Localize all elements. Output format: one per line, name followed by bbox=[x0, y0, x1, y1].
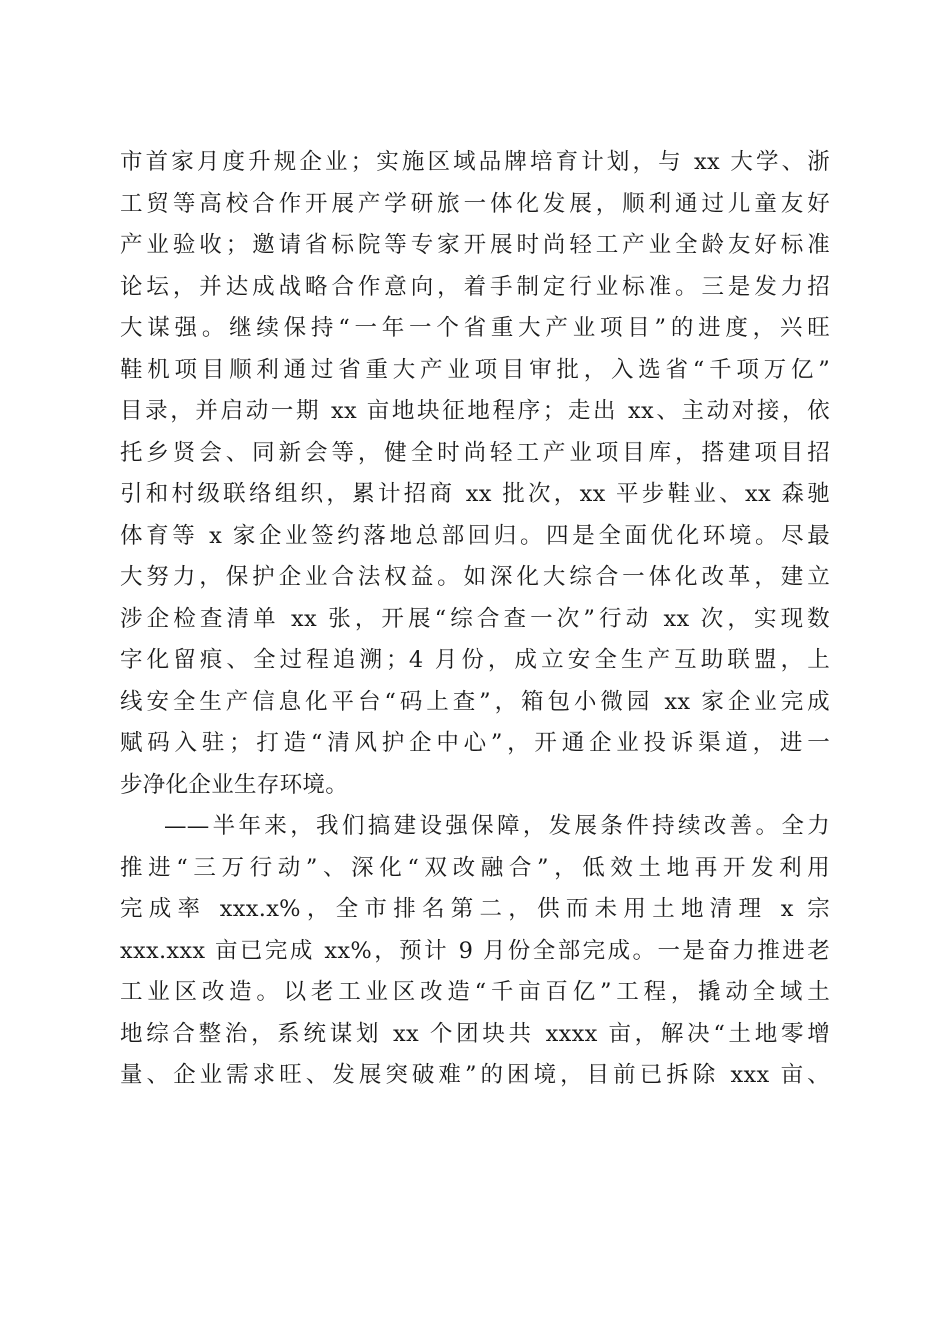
body-text bbox=[120, 142, 830, 1097]
text-line: 线安全生产信息化平台“码上查”，箱包小微园 xx 家企业完成 bbox=[120, 688, 830, 715]
paragraph-start-line: ——半年来，我们搞建设强保障，发展条件持续改善。全力 bbox=[164, 813, 830, 839]
text-line: 字化留痕、全过程追溯；4 月份，成立安全生产互助联盟，上 bbox=[120, 647, 830, 673]
text-line: 目录，并启动一期 xx 亩地块征地程序；走出 xx、主动对接，依 bbox=[120, 398, 830, 424]
text-line: 论坛，并达成战略合作意向，着手制定行业标准。三是发力招 bbox=[120, 273, 830, 300]
text-line: 量、企业需求旺、发展突破难”的困境，目前已拆除 xxx 亩、 bbox=[120, 1062, 830, 1088]
text-line: xxx.xxx 亩已完成 xx%，预计 9 月份全部完成。一是奋力推进老 bbox=[120, 937, 830, 964]
text-line: 完成率 xxx.x%，全市排名第二，供而未用土地清理 x 宗 bbox=[120, 896, 830, 922]
text-line: 市首家月度升规企业；实施区域品牌培育计划，与 xx 大学、浙 bbox=[120, 149, 830, 175]
text-line: 涉企检查清单 xx 张，开展“综合查一次”行动 xx 次，实现数 bbox=[120, 605, 830, 632]
text-line: 推进“三万行动”、深化“双改融合”，低效土地再开发利用 bbox=[120, 854, 830, 881]
text-line: 大谋强。继续保持“一年一个省重大产业项目”的进度，兴旺 bbox=[120, 315, 830, 341]
text-line: 引和村级联络组织，累计招商 xx 批次，xx 平步鞋业、xx 森驰 bbox=[120, 481, 830, 507]
text-line: 大努力，保护企业合法权益。如深化大综合一体化改革，建立 bbox=[120, 564, 830, 590]
text-line: 产业验收；邀请省标院等专家开展时尚轻工产业全龄友好标准 bbox=[120, 232, 830, 258]
text-line: 鞋机项目顺利通过省重大产业项目审批，入选省“千项万亿” bbox=[120, 356, 830, 383]
text-line: 工业区改造。以老工业区改造“千亩百亿”工程，撬动全域土 bbox=[120, 979, 830, 1005]
text-line: 地综合整治，系统谋划 xx 个团块共 xxxx 亩，解决“土地零增 bbox=[120, 1020, 830, 1047]
paragraph-end-line: 步净化企业生存环境。 bbox=[120, 771, 349, 798]
text-line: 体育等 x 家企业签约落地总部回归。四是全面优化环境。尽最 bbox=[120, 522, 830, 549]
text-line: 托乡贤会、同新会等，健全时尚轻工产业项目库，搭建项目招 bbox=[120, 439, 830, 466]
text-line: 赋码入驻；打造“清风护企中心”，开通企业投诉渠道，进一 bbox=[120, 730, 830, 756]
text-line: 工贸等高校合作开展产学研旅一体化发展，顺利通过儿童友好 bbox=[120, 190, 830, 217]
